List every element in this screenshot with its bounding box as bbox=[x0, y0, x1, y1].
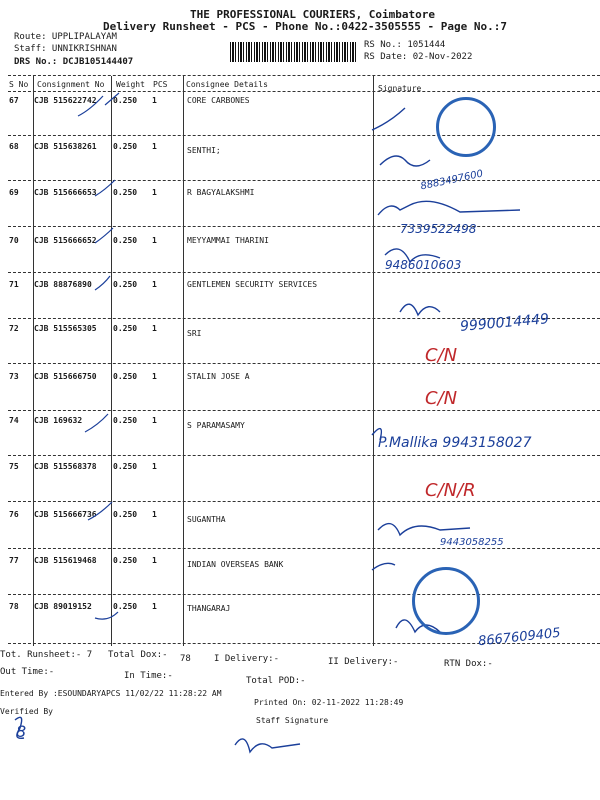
row-sno: 78 bbox=[9, 602, 19, 611]
row-consignment: CJB 515638261 bbox=[34, 142, 97, 151]
rs-number: RS No.: 1051444 bbox=[364, 40, 446, 50]
staff-signature-stroke bbox=[235, 739, 300, 752]
row-pcs: 1 bbox=[152, 416, 157, 425]
row-weight: 0.250 bbox=[113, 236, 138, 245]
signature-stroke bbox=[372, 563, 395, 570]
route-label: Route: UPPLIPALAYAM bbox=[14, 32, 117, 42]
row-sno: 76 bbox=[9, 510, 19, 519]
tick-mark bbox=[95, 180, 115, 196]
staff-label: Staff: UNNIKRISHNAN bbox=[14, 44, 117, 54]
handwritten-phone: 9990014449 bbox=[459, 311, 550, 335]
verified-signature: 8 bbox=[16, 722, 27, 741]
col-signature: Signature bbox=[378, 84, 422, 93]
row-sno: 75 bbox=[9, 462, 19, 471]
handwritten-cnr: C/N/R bbox=[425, 480, 476, 501]
col-pcs: PCS bbox=[153, 80, 168, 89]
row-pcs: 1 bbox=[152, 188, 157, 197]
row-consignment: CJB 515622742 bbox=[34, 96, 97, 105]
i-delivery: I Delivery:- bbox=[214, 654, 280, 664]
tick-mark bbox=[95, 228, 113, 243]
row-consignee: SRI bbox=[187, 329, 202, 338]
handwritten-phone: 8667609405 bbox=[477, 625, 562, 650]
total-pod: Total POD:- bbox=[246, 676, 306, 686]
drs-label: DRS No.: DCJB105144407 bbox=[14, 57, 134, 67]
row-pcs: 1 bbox=[152, 96, 157, 105]
ii-delivery: II Delivery:- bbox=[328, 657, 399, 667]
signature-stroke bbox=[380, 156, 430, 166]
row-sno: 70 bbox=[9, 236, 19, 245]
row-consignee: S PARAMASAMY bbox=[187, 421, 245, 430]
row-consignment: CJB 515666652 bbox=[34, 236, 97, 245]
row-consignment: CJB 515568378 bbox=[34, 462, 97, 471]
handwritten-phone: 7339522498 bbox=[400, 222, 477, 236]
company-stamp bbox=[436, 97, 496, 157]
col-consignee: Consignee Details bbox=[186, 80, 268, 89]
entered-by: Entered By :ESOUNDARYAPCS 11/02/22 11:28:22 AM bbox=[0, 689, 222, 698]
printed-on: Printed On: 02-11-2022 11:28:49 bbox=[254, 698, 404, 707]
row-weight: 0.250 bbox=[113, 556, 138, 565]
handwritten-cn: C/N bbox=[425, 345, 458, 366]
row-pcs: 1 bbox=[152, 236, 157, 245]
row-consignee: STALIN JOSE A bbox=[187, 372, 250, 381]
tick-mark bbox=[78, 96, 103, 116]
signature-stroke bbox=[378, 524, 470, 535]
row-sno: 72 bbox=[9, 324, 19, 333]
row-consignment: CJB 89019152 bbox=[34, 602, 92, 611]
verified-by: Verified By bbox=[0, 707, 53, 716]
handwritten-phone: 9486010603 bbox=[385, 258, 462, 272]
handwritten-phone: 9443058255 bbox=[440, 537, 504, 548]
row-weight: 0.250 bbox=[113, 372, 138, 381]
row-pcs: 1 bbox=[152, 280, 157, 289]
row-pcs: 1 bbox=[152, 602, 157, 611]
tick-mark bbox=[95, 612, 118, 619]
row-weight: 0.250 bbox=[113, 324, 138, 333]
row-pcs: 1 bbox=[152, 372, 157, 381]
row-consignee: SENTHI; bbox=[187, 146, 221, 155]
row-consignment: CJB 515619468 bbox=[34, 556, 97, 565]
signature-stroke bbox=[372, 108, 405, 130]
row-consignment: CJB 88876890 bbox=[34, 280, 92, 289]
row-consignment: CJB 169632 bbox=[34, 416, 83, 425]
row-sno: 73 bbox=[9, 372, 19, 381]
row-weight: 0.250 bbox=[113, 96, 138, 105]
handwritten-cn: C/N bbox=[425, 388, 458, 409]
row-consignee: CORE CARBONES bbox=[187, 96, 250, 105]
row-sno: 67 bbox=[9, 96, 19, 105]
row-consignment: CJB 515666736 bbox=[34, 510, 97, 519]
tick-mark bbox=[88, 502, 112, 520]
handwritten-phone: 8883497600 bbox=[419, 168, 485, 193]
row-consignee: MEYYAMMAI THARINI bbox=[187, 236, 269, 245]
bank-stamp bbox=[412, 567, 480, 635]
page-title: THE PROFESSIONAL COURIERS, Coimbatore bbox=[190, 8, 436, 21]
out-time: Out Time:- bbox=[0, 667, 55, 677]
row-pcs: 1 bbox=[152, 556, 157, 565]
signature-stroke bbox=[400, 304, 440, 315]
total-dox-value: 78 bbox=[180, 654, 191, 664]
row-weight: 0.250 bbox=[113, 142, 138, 151]
row-sno: 77 bbox=[9, 556, 19, 565]
total-dox-label: Total Dox:- bbox=[108, 650, 168, 660]
tot-runsheet: Tot. Runsheet:- 7 bbox=[0, 650, 93, 660]
col-weight: Weight bbox=[116, 80, 145, 89]
row-consignee: SUGANTHA bbox=[187, 515, 226, 524]
row-sno: 68 bbox=[9, 142, 19, 151]
row-weight: 0.250 bbox=[113, 188, 138, 197]
tick-mark bbox=[85, 414, 108, 432]
row-pcs: 1 bbox=[152, 142, 157, 151]
row-weight: 0.250 bbox=[113, 280, 138, 289]
row-pcs: 1 bbox=[152, 510, 157, 519]
row-weight: 0.250 bbox=[113, 602, 138, 611]
row-sno: 74 bbox=[9, 416, 19, 425]
row-consignment: CJB 515565305 bbox=[34, 324, 97, 333]
row-consignment: CJB 515666653 bbox=[34, 188, 97, 197]
row-pcs: 1 bbox=[152, 462, 157, 471]
row-weight: 0.250 bbox=[113, 416, 138, 425]
page-subtitle: Delivery Runsheet - PCS - Phone No.:0422-3505555 - Page No.:7 bbox=[103, 20, 507, 33]
row-consignee: INDIAN OVERSEAS BANK bbox=[187, 560, 284, 569]
row-consignee: THANGARAJ bbox=[187, 604, 231, 613]
tick-mark bbox=[105, 93, 119, 105]
col-sno: S No bbox=[9, 80, 29, 89]
rs-date: RS Date: 02-Nov-2022 bbox=[364, 52, 473, 62]
tick-mark bbox=[95, 276, 110, 290]
staff-signature-label: Staff Signature bbox=[256, 716, 329, 725]
row-consignment: CJB 515666750 bbox=[34, 372, 97, 381]
row-sno: 71 bbox=[9, 280, 19, 289]
row-sno: 69 bbox=[9, 188, 19, 197]
row-pcs: 1 bbox=[152, 324, 157, 333]
in-time: In Time:- bbox=[124, 671, 173, 681]
signature-stroke bbox=[378, 201, 520, 215]
col-consignment: Consignment No bbox=[37, 80, 105, 89]
handwritten-name-phone: P.Mallika 9943158027 bbox=[378, 435, 532, 451]
row-consignee: R BAGYALAKSHMI bbox=[187, 188, 255, 197]
row-consignee: GENTLEMEN SECURITY SERVICES bbox=[187, 280, 318, 289]
rtn-dox: RTN Dox:- bbox=[444, 659, 493, 669]
row-weight: 0.250 bbox=[113, 462, 138, 471]
row-weight: 0.250 bbox=[113, 510, 138, 519]
